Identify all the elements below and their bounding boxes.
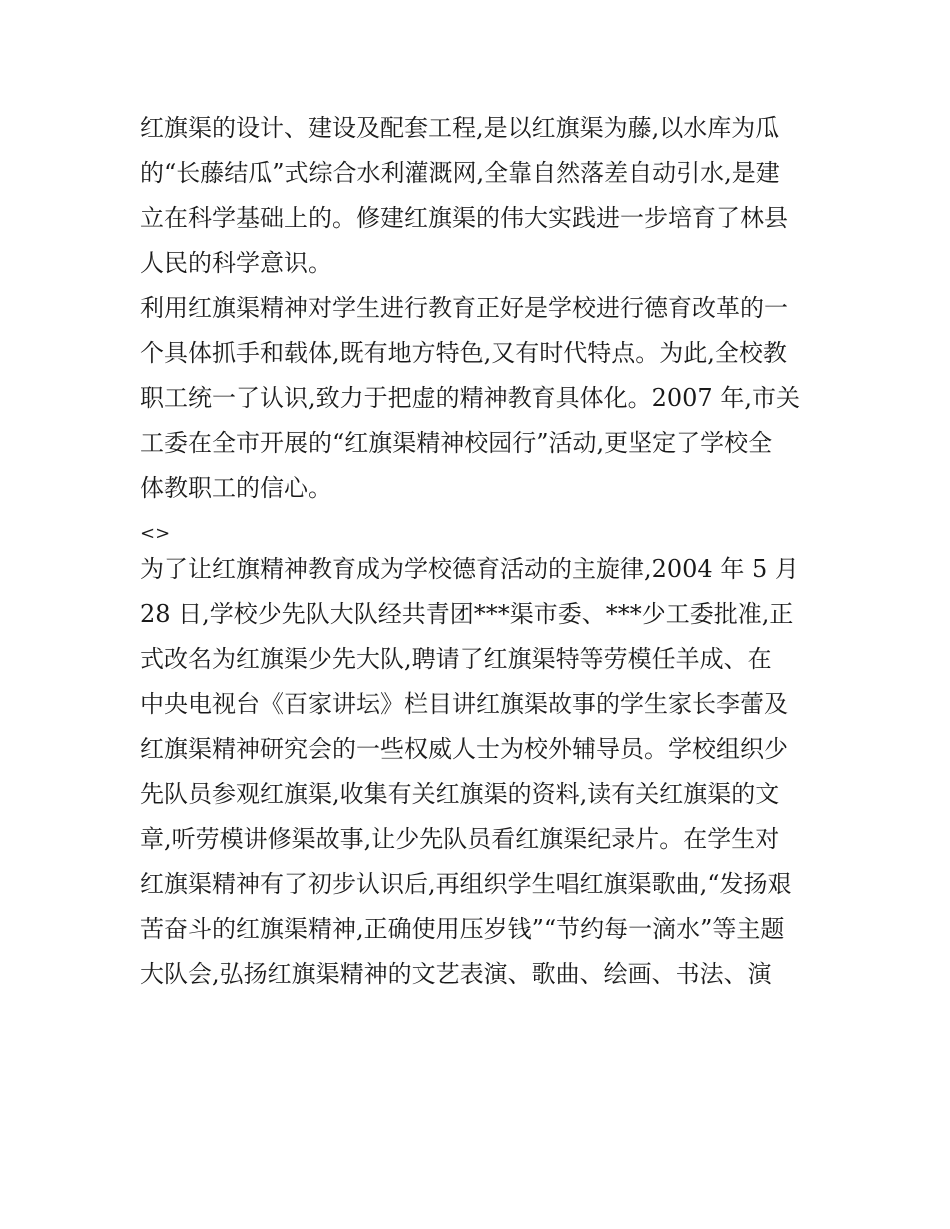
- text-line: <>: [140, 523, 171, 544]
- text-line: 先队员参观红旗渠,收集有关红旗渠的资料,读有关红旗渠的文: [140, 780, 780, 808]
- text-line: 立在科学基础上的。修建红旗渠的伟大实践进一步培育了林县: [140, 204, 788, 232]
- text-line: 28 日,学校少先队大队经共青团***渠市委、***少工委批准,正: [140, 600, 794, 628]
- text-line: 中央电视台《百家讲坛》栏目讲红旗渠故事的学生家长李蕾及: [140, 690, 788, 718]
- text-line: 大队会,弘扬红旗渠精神的文艺表演、歌曲、绘画、书法、演: [140, 960, 772, 988]
- text-line: 红旗渠精神研究会的一些权威人士为校外辅导员。学校组织少: [140, 735, 788, 763]
- text-line: 人民的科学意识。: [140, 249, 332, 277]
- text-line: 苦奋斗的红旗渠精神,正确使用压岁钱”“节约每一滴水”等主题: [140, 915, 785, 943]
- text-line: 个具体抓手和载体,既有地方特色,又有时代特点。为此,全校教: [140, 339, 787, 367]
- text-line: 为了让红旗精神教育成为学校德育活动的主旋律,2004 年 5 月: [140, 555, 799, 583]
- text-line: 利用红旗渠精神对学生进行教育正好是学校进行德育改革的一: [140, 294, 788, 322]
- paragraph-1: [140, 106, 812, 286]
- paragraph-4: [140, 547, 812, 997]
- text-line: 工委在全市开展的“红旗渠精神校园行”活动,更坚定了学校全: [140, 429, 773, 457]
- document-body: [140, 106, 812, 997]
- text-line: 体教职工的信心。: [140, 474, 332, 502]
- text-line: 章,听劳模讲修渠故事,让少先队员看红旗渠纪录片。在学生对: [140, 825, 780, 853]
- text-line: 职工统一了认识,致力于把虚的精神教育具体化。2007 年,市关: [140, 384, 800, 412]
- paragraph-3: [140, 511, 812, 547]
- paragraph-2: [140, 286, 812, 511]
- text-line: 的“长藤结瓜”式综合水利灌溉网,全靠自然落差自动引水,是建: [140, 159, 780, 187]
- text-line: 红旗渠精神有了初步认识后,再组织学生唱红旗渠歌曲,“发扬艰: [140, 870, 792, 898]
- text-line: 红旗渠的设计、建设及配套工程,是以红旗渠为藤,以水库为瓜: [140, 114, 780, 142]
- text-line: 式改名为红旗渠少先大队,聘请了红旗渠特等劳模任羊成、在: [140, 645, 772, 673]
